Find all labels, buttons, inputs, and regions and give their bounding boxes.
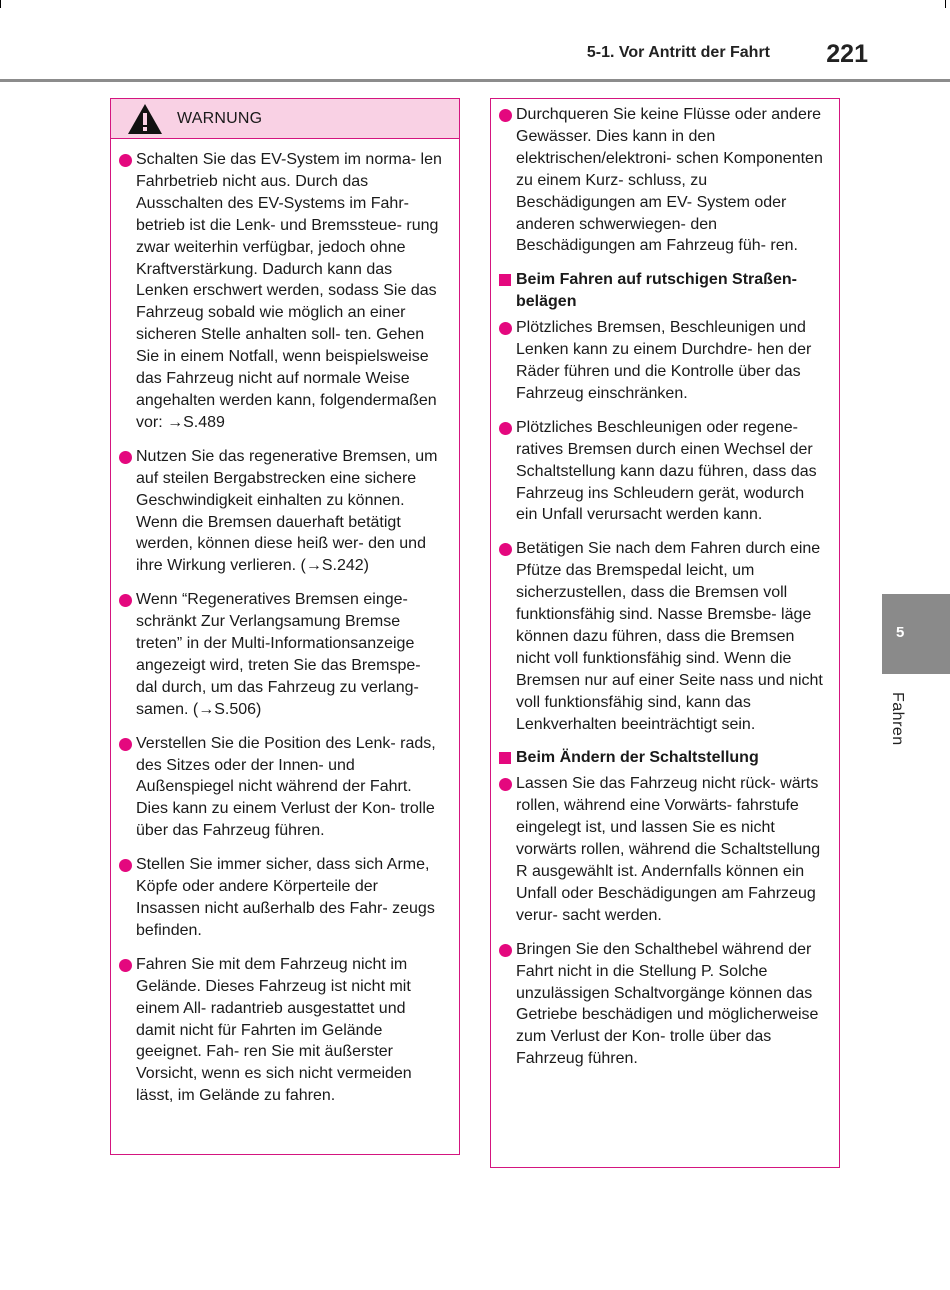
warning-content-continued: [491, 104, 839, 1070]
subheading-text: Beim Fahren auf rutschigen Straßen- belägen: [516, 271, 797, 311]
warning-item: [117, 149, 445, 434]
chapter-label: Fahren: [889, 692, 906, 746]
bullet-dot-icon: [499, 543, 512, 556]
chapter-number: 5: [896, 624, 905, 641]
warning-header: [111, 99, 459, 139]
warning-item-text: Betätigen Sie nach dem Fahren durch eine Pfütze das Bremspedal leicht, um sicherzustellen, dass die Bremsen voll funktionsfähig sind. Nasse Bremsbe- läge können dazu führen, dass die Bremsen nicht voll funktionsfähig sind. Wenn die Bremsen nur auf einer Seite nass und nicht voll funktionsfähig sind, kann das Lenkverhalten beeinträchtigt sein.: [516, 540, 823, 733]
chapter-tab: [882, 594, 950, 674]
warning-item: [497, 939, 825, 1070]
warning-content: [111, 139, 459, 1107]
subheading-shift: [497, 747, 825, 769]
warning-box-continued: [490, 98, 840, 1168]
warning-item: [497, 538, 825, 735]
warning-box: [110, 98, 460, 1155]
crop-mark-left: [0, 0, 1, 8]
warning-item-text: Bringen Sie den Schalthebel während der Fahrt nicht in die Stellung P. Solche unzulässigen Schaltvorgänge können das Getriebe beschädigen und möglicherweise zum Verlust der Kon- trolle über das Fahrzeug führen.: [516, 940, 819, 1068]
crop-mark-right: [945, 0, 946, 8]
bullet-dot-icon: [499, 109, 512, 122]
warning-item: [117, 446, 445, 577]
warning-item: [497, 317, 825, 405]
warning-item-text: Durchqueren Sie keine Flüsse oder andere Gewässer. Dies kann in den elektrischen/elektroni- schen Komponenten zu einem Kurz- schluss, zu Beschädigungen am EV- System oder anderen schwerwiegen- den Beschädigungen am Fahrzeug füh- ren.: [516, 106, 823, 255]
bullet-dot-icon: [119, 451, 132, 464]
warning-item: [117, 733, 445, 843]
bullet-dot-icon: [499, 322, 512, 335]
section-title: 5-1. Vor Antritt der Fahrt: [586, 44, 770, 61]
warning-title: WARNUNG: [177, 109, 263, 127]
warning-item: [497, 417, 825, 527]
warning-item-text: Verstellen Sie die Position des Lenk- rads, des Sitzes oder der Innen- und Außenspiegel nicht während der Fahrt. Dies kann zu einem Verlust der Kon- trolle über das Fahrzeug führen.: [136, 734, 436, 840]
bullet-dot-icon: [499, 422, 512, 435]
warning-item: [497, 104, 825, 257]
warning-item-text: Lassen Sie das Fahrzeug nicht rück- wärts rollen, während eine Vorwärts- fahrstufe eingelegt ist, und lassen Sie es nicht vorwärts rollen, während die Schaltstellung R ausgewählt ist. Andernfalls können ein Unfall oder Beschädigungen am Fahrzeug verur- sacht werden.: [516, 775, 821, 924]
warning-triangle-icon: [127, 103, 163, 135]
warning-item: [117, 954, 445, 1107]
bullet-dot-icon: [119, 154, 132, 167]
warning-item-text: Wenn “Regeneratives Bremsen einge- schränkt Zur Verlangsamung Bremse treten” in der Multi-Informationsanzeige angezeigt wird, treten Sie das Bremspe- dal durch, um das Fahrzeug zu verlang- samen. (→S.506): [136, 591, 421, 718]
warning-item-text: Schalten Sie das EV-System im norma- len Fahrbetrieb nicht aus. Durch das Ausschalten des EV-Systems im Fahr- betrieb ist die Lenk- und Bremssteue- rung zwar weiterhin verfügbar, jedoch ohne Kraftverstärkung. Dadurch kann das Lenken erschwert werden, sodass Sie das Fahrzeug sobald wie möglich an einer sicheren Stelle anhalten soll- ten. Gehen Sie in einem Notfall, wenn beispielsweise das Fahrzeug nicht auf normale Weise angehalten werden kann, folgendermaßen vor: →S.489: [136, 151, 442, 431]
bullet-dot-icon: [499, 944, 512, 957]
bullet-dot-icon: [119, 859, 132, 872]
warning-item: [497, 773, 825, 926]
subheading-slippery: [497, 269, 825, 313]
square-bullet-icon: [499, 752, 511, 764]
warning-item-text: Fahren Sie mit dem Fahrzeug nicht im Gelände. Dieses Fahrzeug ist nicht mit einem All- radantrieb ausgestattet und damit nicht für Fahrten im Gelände geeignet. Fah- ren Sie mit äußerster Vorsicht, wenn es sich nicht vermeiden lässt, im Gelände zu fahren.: [136, 955, 412, 1105]
header-rule: [0, 79, 950, 82]
bullet-dot-icon: [119, 594, 132, 607]
warning-item-text: Stellen Sie immer sicher, dass sich Arme, Köpfe oder andere Körperteile der Insassen nicht außerhalb des Fahr- zeugs befinden.: [136, 856, 435, 939]
warning-item-text: Nutzen Sie das regenerative Bremsen, um auf steilen Bergabstrecken eine sichere Geschwindigkeit einhalten zu können. Wenn die Bremsen dauerhaft betätigt werden, können diese heiß wer- den und ihre Wirkung verlieren. (→S.242): [136, 447, 438, 575]
bullet-dot-icon: [119, 959, 132, 972]
warning-item: [117, 854, 445, 942]
square-bullet-icon: [499, 274, 511, 286]
subheading-text: Beim Ändern der Schaltstellung: [516, 749, 759, 767]
page-number: 221: [826, 40, 868, 68]
warning-item-text: Plötzliches Beschleunigen oder regene- ratives Bremsen durch einen Wechsel der Schaltstellung kann dazu führen, dass das Fahrzeug ins Schleudern gerät, wodurch ein Unfall verursacht werden kann.: [516, 418, 817, 524]
warning-item: [117, 589, 445, 720]
warning-item-text: Plötzliches Bremsen, Beschleunigen und Lenken kann zu einem Durchdre- hen der Räder führen und die Kontrolle über das Fahrzeug einschränken.: [516, 319, 812, 402]
bullet-dot-icon: [499, 778, 512, 791]
bullet-dot-icon: [119, 738, 132, 751]
